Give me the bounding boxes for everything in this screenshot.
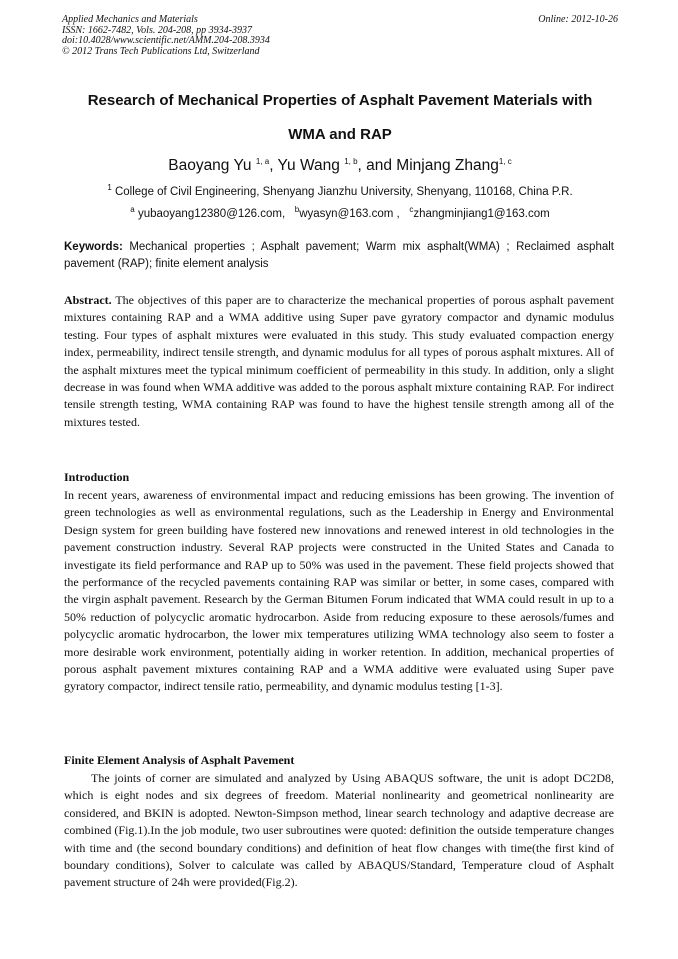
abstract xyxy=(64,292,614,431)
abstract-text: The objectives of this paper are to characterize the mechanical properties of porous asphalt pavement mixtures containing RAP and a WMA additive using Super pave gyratory compactor and dynamic modulus testing. Four types of asphalt mixtures were evaluated in this study. This study evaluated compaction energy index, permeability, indirect tensile strength, and dynamic modulus for all types of porous asphalt mixtures. All of the asphalt mixtures meet the typical minimum coefficient of permeability in this study. In addition, only a slight decrease in was found when WMA additive was added to the porous asphalt mixture containing RAP. For indirect tensile strength testing, WMA containing RAP was found to have the highest tensile strength among all of the mixtures tested. xyxy=(64,293,614,429)
fea-heading: Finite Element Analysis of Asphalt Pavement xyxy=(64,753,295,767)
email-mark: b xyxy=(294,205,300,214)
email-list xyxy=(40,205,640,220)
author-affil-mark: 1, b xyxy=(344,157,358,166)
introduction-heading: Introduction xyxy=(64,470,130,484)
affiliation-mark: 1 xyxy=(107,183,112,192)
paper-title-line-1: Research of Mechanical Properties of Asphalt Pavement Materials with xyxy=(87,92,593,109)
copyright-line: © 2012 Trans Tech Publications Ltd, Switzerland xyxy=(62,45,260,57)
online-date: Online: 2012-10-26 xyxy=(538,14,618,25)
author-name: , and Minjang Zhang xyxy=(357,157,499,175)
journal-header xyxy=(62,15,618,57)
introduction-text: In recent years, awareness of environmental impact and reducing emissions has been growing. The invention of green technologies as well as environmental regulations, such as the Leadership in Energy and Environmental Design system for green building have fostered new innovations and renewed interest in old technologies in the pavement construction industry. Several RAP projects were constructed in the United States and Canada to investigate its field performance and RAP up to 50% was used in the pavement. These field projects showed that the performance of the recycled pavements containing RAP was similar or better, in some cases, compared with the virgin asphalt pavement. Research by the German Bitumen Forum indicated that WMA could result in up to a 50% reduction of polycyclic aromatic hydrocarbon. Aside from reducing exposure to these aerosols/fumes and polycyclic aromatic hydrocarbon, the lower mix temperatures utilizing WMA technology also seem to foster a more desirable work environment, potentially aiding in worker retention. In addition, mechanical properties of porous asphalt pavement mixtures containing RAP and a WMA additive were evaluated using Super pave gyratory compactor, indirect tensile ratio, permeability, and dynamic modulus testing [1-3]. xyxy=(64,488,614,694)
author-name: , Yu Wang xyxy=(269,157,345,175)
abstract-label: Abstract. xyxy=(64,293,112,307)
affiliation-text: College of Civil Engineering, Shenyang Jianzhu University, Shenyang, 110168, China P.R. xyxy=(111,185,573,198)
keywords-text: Mechanical properties ; Asphalt pavement; Warm mix asphalt(WMA) ; Reclaimed asphalt pavement (RAP); finite element analysis xyxy=(64,241,614,270)
author-affil-mark: 1, c xyxy=(498,157,512,166)
author-name: Baoyang Yu xyxy=(168,157,256,175)
email-address: yubaoyang12380@126.com, xyxy=(134,207,286,220)
paper-title-line-2: WMA and RAP xyxy=(288,126,392,143)
issn-line: ISSN: 1662-7482, Vols. 204-208, pp 3934-3937 xyxy=(62,24,252,36)
author-list xyxy=(40,157,640,175)
fea-text: The joints of corner are simulated and analyzed by Using ABAQUS software, the unit is adopt DC2D8, which is eight nodes and six degrees of freedom. Material nonlinearity and geometrical nonlinearity are considered, and BKIN is adopted. Newton-Simpson method, linear search technology and adaptive decrease are combined (Fig.1).In the job module, two user subroutines were quoted: definition the outside temperature changes with time and (the second boundary conditions) and definition of heat flow changes with time(the first kind of boundary conditions), Solver to calculate was called by ABAQUS/Standard, Temperature cloud of Asphalt pavement structure of 24h were provided(Fig.2). xyxy=(64,771,614,890)
journal-name: Applied Mechanics and Materials xyxy=(62,14,198,25)
affiliation xyxy=(40,183,640,198)
doi-line: doi:10.4028/www.scientific.net/AMM.204-208.3934 xyxy=(62,35,270,46)
author-affil-mark: 1, a xyxy=(255,157,270,166)
email-address: zhangminjiang1@163.com xyxy=(413,207,550,220)
email-address: wyasyn@163.com , xyxy=(299,207,400,220)
email-mark: c xyxy=(409,205,414,214)
keywords xyxy=(64,239,614,273)
keywords-label: Keywords: xyxy=(64,241,123,253)
email-mark: a xyxy=(130,205,135,214)
